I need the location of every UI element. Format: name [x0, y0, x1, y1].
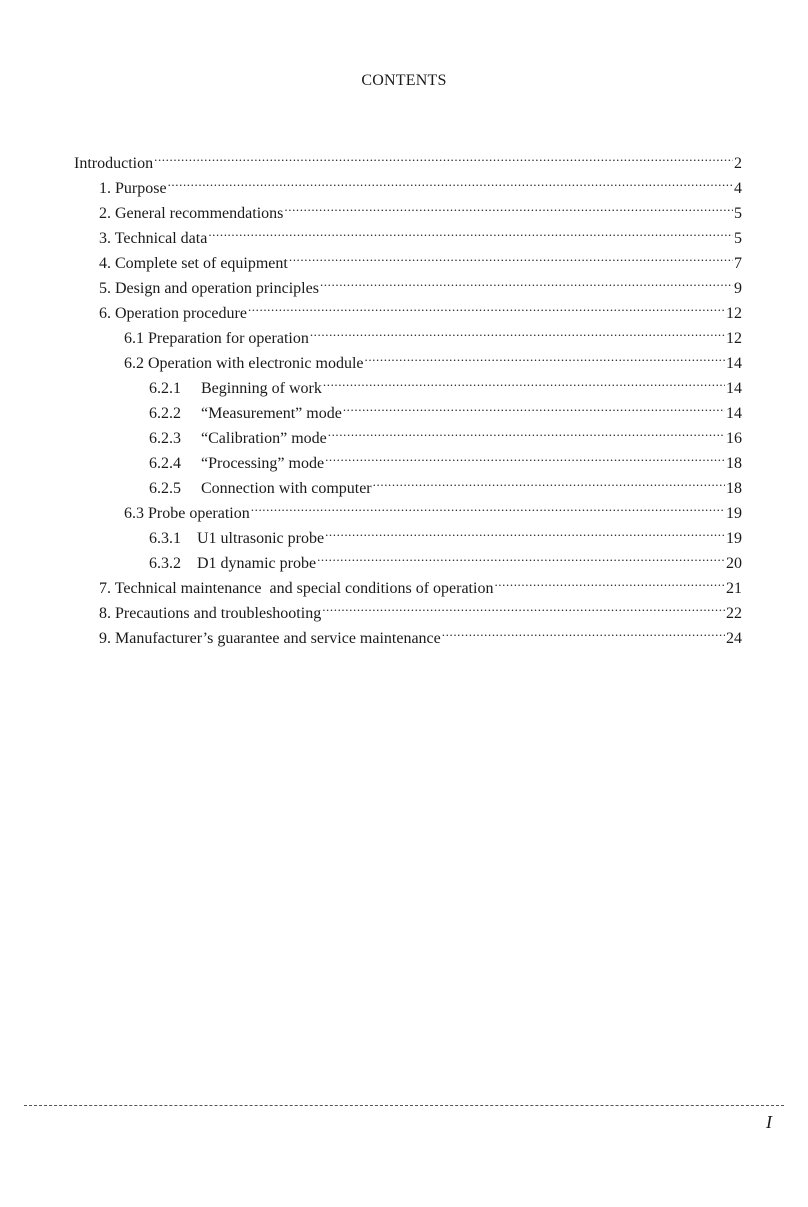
- toc-entry-page: 24: [726, 630, 742, 647]
- toc-entry-number: 6.2.5: [149, 480, 181, 497]
- toc-entry-preparation[interactable]: [124, 321, 742, 347]
- toc-entry-page: 12: [726, 330, 742, 347]
- toc-entry-title: 6.2 Operation with electronic module: [124, 355, 364, 372]
- toc-entry-title: 3. Technical data: [99, 230, 208, 247]
- footer-page-number: I: [766, 1112, 772, 1132]
- toc-entry-page: 5: [734, 205, 742, 222]
- toc-entry-page: 22: [726, 605, 742, 622]
- toc-entry-page: 18: [726, 480, 742, 497]
- toc-leader-dots: [442, 621, 725, 643]
- toc-entry-page: 19: [726, 505, 742, 522]
- toc-entry-text: Beginning of work: [201, 380, 322, 397]
- toc-entry-page: 19: [726, 530, 742, 547]
- toc-leader-dots: [284, 196, 733, 218]
- toc-leader-dots: [320, 271, 733, 293]
- toc-entry-ultrasonic-probe[interactable]: [149, 521, 742, 547]
- toc-entry-page: 20: [726, 555, 742, 572]
- toc-entry-guarantee[interactable]: [99, 621, 742, 647]
- toc-leader-dots: [317, 546, 725, 568]
- toc-leader-dots: [322, 596, 725, 618]
- toc-entry-title: 6.1 Preparation for operation: [124, 330, 309, 347]
- toc-entry-title: 4. Complete set of equipment: [99, 255, 288, 272]
- toc-entry-text: Connection with computer: [201, 480, 372, 497]
- toc-entry-number: 6.3.2: [149, 555, 181, 572]
- toc-entry-page: 5: [734, 230, 742, 247]
- toc-entry-page: 21: [726, 580, 742, 597]
- toc-entry-title: 2. General recommendations: [99, 205, 284, 222]
- toc-entry-number: 6.2.4: [149, 455, 181, 472]
- toc-leader-dots: [364, 346, 725, 368]
- toc-entry-page: 18: [726, 455, 742, 472]
- toc-entry-dynamic-probe[interactable]: [149, 546, 742, 572]
- toc-entry-title: Introduction: [74, 155, 154, 172]
- toc-entry-operation-procedure[interactable]: [99, 296, 742, 322]
- toc-entry-electronic-module[interactable]: [124, 346, 742, 372]
- toc-entry-number: 6.2.2: [149, 405, 181, 422]
- toc-entry-beginning-of-work[interactable]: [149, 371, 742, 397]
- toc-entry-precautions[interactable]: [99, 596, 742, 622]
- toc-leader-dots: [310, 321, 725, 343]
- toc-leader-dots: [248, 296, 725, 318]
- toc-entry-text: “Processing” mode: [201, 455, 325, 472]
- toc-entry-text: D1 dynamic probe: [197, 555, 317, 572]
- toc-entry-title: 9. Manufacturer’s guarantee and service maintenance: [99, 630, 441, 647]
- toc-entry-measurement-mode[interactable]: [149, 396, 742, 422]
- toc-entry-page: 14: [726, 405, 742, 422]
- toc-entry-calibration-mode[interactable]: [149, 421, 742, 447]
- page-title: CONTENTS: [361, 72, 447, 89]
- toc-entry-title: 5. Design and operation principles: [99, 280, 319, 297]
- toc-entry-general-recommendations[interactable]: [99, 196, 742, 222]
- toc-entry-page: 9: [734, 280, 742, 297]
- toc-entry-probe-operation[interactable]: [124, 496, 742, 522]
- toc-entry-processing-mode[interactable]: [149, 446, 742, 472]
- toc-leader-dots: [154, 146, 733, 168]
- toc-entry-connection-computer[interactable]: [149, 471, 742, 497]
- toc-entry-page: 7: [734, 255, 742, 272]
- toc-leader-dots: [168, 171, 733, 193]
- toc-entry-title: 7. Technical maintenance and special conditions of operation: [99, 580, 494, 597]
- toc-leader-dots: [494, 571, 725, 593]
- toc-entry-text: “Calibration” mode: [201, 430, 327, 447]
- toc-entry-page: 2: [734, 155, 742, 172]
- toc-entry-title: 8. Precautions and troubleshooting: [99, 605, 322, 622]
- toc-leader-dots: [343, 396, 725, 418]
- toc-leader-dots: [328, 421, 725, 443]
- toc-entry-page: 4: [734, 180, 742, 197]
- toc-entry-page: 14: [726, 355, 742, 372]
- toc-entry-introduction[interactable]: [74, 146, 742, 172]
- toc-leader-dots: [373, 471, 725, 493]
- toc-entry-complete-set[interactable]: [99, 246, 742, 272]
- toc-entry-page: 12: [726, 305, 742, 322]
- toc-leader-dots: [323, 371, 725, 393]
- toc-entry-number: 6.2.1: [149, 380, 181, 397]
- footer-divider: [24, 1105, 784, 1106]
- toc-entry-title: 6.3 Probe operation: [124, 505, 250, 522]
- toc-entry-text: U1 ultrasonic probe: [197, 530, 325, 547]
- toc-entry-text: “Measurement” mode: [201, 405, 342, 422]
- toc-leader-dots: [289, 246, 733, 268]
- toc-leader-dots: [208, 221, 733, 243]
- toc-leader-dots: [325, 521, 725, 543]
- toc-entry-technical-maintenance[interactable]: [99, 571, 742, 597]
- toc-entry-title: 1. Purpose: [99, 180, 167, 197]
- toc-entry-purpose[interactable]: [99, 171, 742, 197]
- toc-entry-page: 16: [726, 430, 742, 447]
- toc-leader-dots: [325, 446, 725, 468]
- toc-entry-technical-data[interactable]: [99, 221, 742, 247]
- toc-entry-design-principles[interactable]: [99, 271, 742, 297]
- toc-entry-page: 14: [726, 380, 742, 397]
- toc-entry-number: 6.2.3: [149, 430, 181, 447]
- toc-entry-number: 6.3.1: [149, 530, 181, 547]
- toc-entry-title: 6. Operation procedure: [99, 305, 247, 322]
- toc-leader-dots: [251, 496, 725, 518]
